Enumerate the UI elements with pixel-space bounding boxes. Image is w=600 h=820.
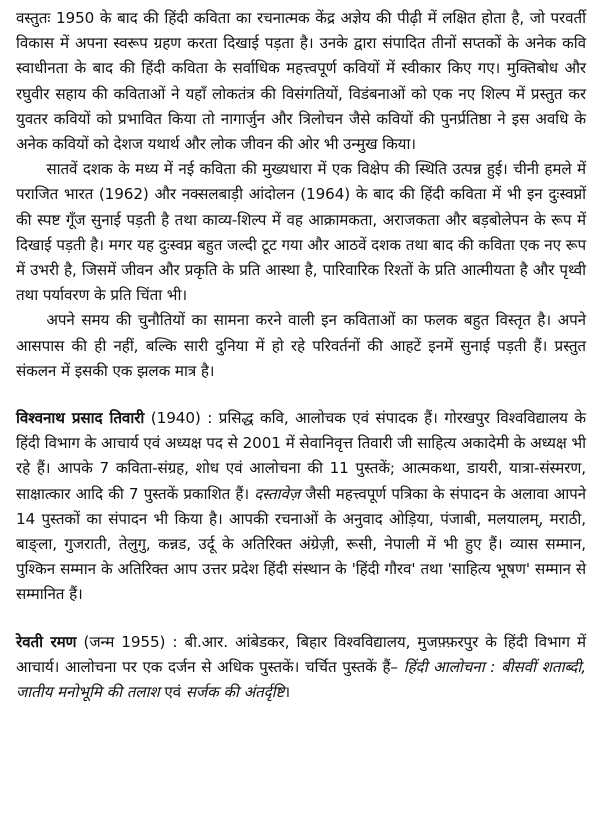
bio-text: (जन्म 1955) : बी.आर. आंबेडकर, बिहार विश्वविद्यालय, मुजफ़्फ़रपुर के हिंदी विभाग में आचार्य। आलोचना पर एक दर्जन से अधिक पुस्तकें। चर्चित पुस्तकें हैं– — [16, 632, 586, 676]
section-gap — [16, 384, 586, 406]
bio-text: (1940) : प्रसिद्ध कवि, आलोचक एवं संपादक हैं। गोरखपुर विश्वविद्यालय के हिंदी विभाग के आचार्य एवं अध्यक्ष पद से 2001 में सेवानिवृत्त तिवारी जी साहित्य अकादेमी के अध्यक्ष भी रहे हैं। आपके 7 कविता-संग्रह, शोध एवं आलोचना की 11 पुस्तकें; आत्मकथा, डायरी, यात्रा-संस्मरण, साक्षात्कार आदि की 7 पुस्तकें प्रकाशित हैं। — [16, 409, 586, 503]
bio-revati-raman — [16, 630, 586, 706]
bio-text: जैसी महत्त्वपूर्ण पत्रिका के संपादन के अलावा आपने 14 पुस्तकों का संपादन भी किया है। आपकी रचनाओं के अनुवाद ओड़िया, पंजाबी, मलयालम्, मराठी, बाङ्ला, गुजराती, तेलुगु, कन्नड, उर्दू के अतिरिक्त अंग्रेज़ी, रूसी, नेपाली में भी हुए हैं। व्यास सम्मान, पुश्किन सम्मान के अतिरिक्त आप उत्तर प्रदेश हिंदी संस्थान के 'हिंदी गौरव' तथा 'साहित्य भूषण' सम्मान से सम्मानित हैं। — [16, 484, 586, 604]
bio-italic-title: हिंदी आलोचना : बीसवीं शताब्दी, जातीय मनोभूमि की तलाश — [16, 657, 586, 702]
bio-text: एवं — [159, 683, 186, 702]
bio-name: रेवती रमण — [16, 632, 77, 651]
bio-italic-title: सर्जक की अंतर्दृष्टि — [185, 683, 285, 702]
intro-paragraph-2: सातवें दशक के मध्य में नई कविता की मुख्यधारा में एक विक्षेप की स्थिति उत्पन्न हुई। चीनी हमले में पराजित भारत (1962) और नक्सलबाड़ी आंदोलन (1964) के बाद की हिंदी कविता में भी इन दुःस्वप्नों की स्पष्ट गूँज सुनाई पड़ती है तथा काव्य-शिल्प में वह आक्रामकता, अराजकता और बड़बोलेपन के रूप में दिखाई पड़ती है। मगर यह दुःस्वप्न बहुत जल्दी टूट गया और आठवें दशक तथा बाद की कविता एक नए रूप में उभरी है, जिसमें जीवन और प्रकृति के प्रति आस्था है, पारिवारिक रिश्तों के प्रति आत्मीयता है और पृथ्वी तथा पर्यावरण के प्रति चिंता भी। — [16, 160, 586, 305]
section-gap — [16, 608, 586, 630]
intro-paragraph-1: वस्तुतः 1950 के बाद की हिंदी कविता का रचनात्मक केंद्र अज्ञेय की पीढ़ी में लक्षित होता है, जो परवर्ती विकास में अपना स्वरूप ग्रहण करता दिखाई पड़ता है। उनके द्वारा संपादित तीनों सप्तकों के अनेक कवि स्वाधीनता के बाद की हिंदी कविता के सर्वाधिक महत्त्वपूर्ण कवियों में स्वीकार किए गए। मुक्तिबोध और रघुवीर सहाय की कविताओं ने यहाँ लोकतंत्र की विसंगतियों, विडंबनाओं को एक नए शिल्प में प्रस्तुत कर युवतर कवियों को प्रभावित किया तो नागार्जुन और त्रिलोचन जैसे कवियों की पुनर्प्रतिष्ठा ने इस अवधि के अनेक कवियों को देशज यथार्थ और लोक जीवन की ओर भी उन्मुख किया। — [16, 9, 586, 154]
intro-paragraph-3: अपने समय की चुनौतियों का सामना करने वाली इन कविताओं का फलक बहुत विस्तृत है। अपने आसपास की ही नहीं, बल्कि सारी दुनिया में हो रहे परिवर्तनों की आहटें इनमें सुनाई पड़ती हैं। प्रस्तुत संकलन में इसकी एक झलक मात्र है। — [16, 311, 586, 380]
bio-name: विश्वनाथ प्रसाद तिवारी — [16, 409, 145, 428]
bio-vishwanath-prasad-tiwari — [16, 406, 586, 608]
bio-text: । — [284, 683, 290, 702]
bio-italic-title: दस्तावेज़ — [254, 484, 300, 503]
